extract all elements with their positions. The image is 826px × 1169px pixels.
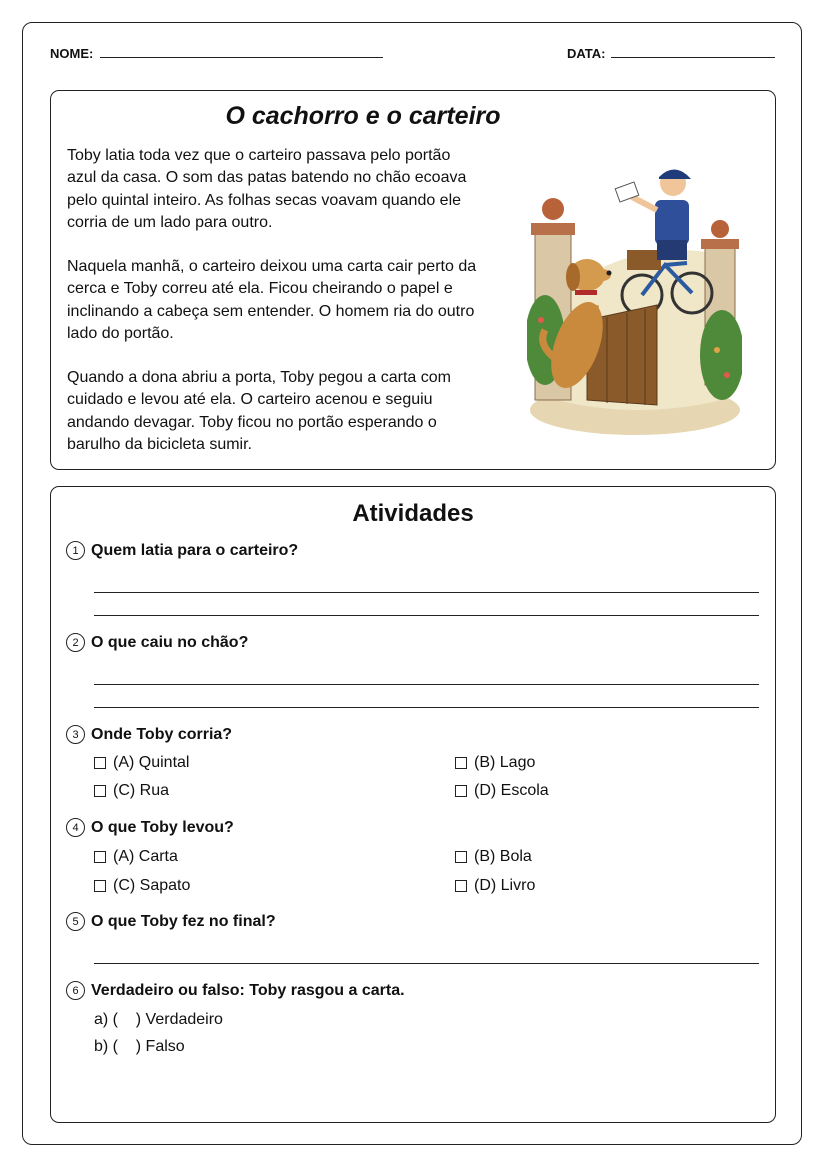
question-3 [66,725,232,744]
story-line: pelo quintal inteiro. As folhas secas voavam quando ele [67,191,462,209]
question-text: O que caiu no chão? [91,633,249,651]
option-label: (C) Sapato [113,877,191,894]
date-label: DATA: [567,46,606,61]
checkbox[interactable] [455,785,467,797]
carrier-arm [632,197,657,210]
flower [538,317,544,323]
story-line: lado do portão. [67,324,174,342]
story-line: Toby latia toda vez que o carteiro passava pelo portão [67,147,451,164]
question-number-badge: 3 [66,725,85,744]
option-label: (B) Bola [474,848,532,865]
name-field[interactable] [100,57,383,58]
carrier-cap [659,169,691,179]
dog-and-mail-carrier-illustration [527,145,742,445]
story-line: cerca e Toby correu até ela. Ficou cheirando o papel e [67,280,453,298]
flower [714,347,720,353]
story-line: cuidado e levou até ela. O carteiro acenou e seguiu [67,391,433,409]
date-field[interactable] [611,57,775,58]
story-paragraph-1 [67,145,507,234]
option-label: (B) Lago [474,754,536,771]
activities-title: Atividades [352,500,474,527]
answer-line[interactable] [94,707,759,708]
story-paragraph-3 [67,367,507,456]
question-6 [66,981,405,1000]
question-number-badge: 2 [66,633,85,652]
carrier-shirt [655,200,689,245]
question-text: Quem latia para o carteiro? [91,541,299,559]
story-title: O cachorro e o carteiro [225,102,501,130]
question-number-badge: 1 [66,541,85,560]
option-c[interactable] [94,877,190,895]
left-pillar-cap [531,223,575,235]
answer-line[interactable] [94,963,759,964]
answer-line[interactable] [94,592,759,593]
option-true[interactable]: a) ( ) Verdadeiro [94,1011,223,1028]
question-number-badge: 6 [66,981,85,1000]
dog-ear [566,263,580,291]
option-a[interactable] [94,754,189,772]
question-text: Verdadeiro ou falso: Toby rasgou a carta. [91,981,405,999]
checkbox[interactable] [94,851,106,863]
checkbox[interactable] [455,880,467,892]
dog-nose [607,271,612,276]
question-2 [66,633,248,652]
checkbox[interactable] [94,785,106,797]
answer-line[interactable] [94,684,759,685]
story-line: inclinando a cabeça sem entender. O homem ria do outro [67,302,475,320]
option-label: (A) Carta [113,848,178,865]
checkbox[interactable] [94,880,106,892]
story-line: barulho da bicicleta sumir. [67,435,252,453]
story-line: corria de um lado para outro. [67,213,273,231]
question-4 [66,818,234,837]
right-bush [700,310,742,400]
answer-line[interactable] [94,615,759,616]
option-d[interactable] [455,877,535,895]
option-label: (A) Quintal [113,754,190,771]
dog-collar [575,290,597,295]
question-number-badge: 4 [66,818,85,837]
question-5 [66,912,276,931]
story-line: Naquela manhã, o carteiro deixou uma carta cair perto da [67,258,477,275]
question-1 [66,541,298,560]
checkbox[interactable] [455,851,467,863]
option-label: (D) Livro [474,877,536,894]
question-text: O que Toby fez no final? [91,912,276,930]
story-line: andando devagar. Toby ficou no portão esperando o [67,413,437,431]
option-false[interactable]: b) ( ) Falso [94,1038,185,1055]
question-number-badge: 5 [66,912,85,931]
option-d[interactable] [455,782,549,800]
checkbox[interactable] [94,757,106,769]
name-label: NOME: [50,46,94,61]
right-pillar-cap [701,239,739,249]
story-line: Quando a dona abriu a porta, Toby pegou a carta com [67,369,451,386]
option-b[interactable] [455,754,535,772]
story-paragraph-2 [67,256,507,345]
left-pillar-ball [542,198,564,220]
option-label: (D) Escola [474,782,549,799]
dog-paw [593,305,595,320]
right-pillar-ball [711,220,729,238]
story-line: azul da casa. O som das patas batendo no chão ecoava [67,169,467,187]
option-b[interactable] [455,848,532,866]
bike-basket [627,250,661,270]
option-a[interactable] [94,848,178,866]
checkbox[interactable] [455,757,467,769]
question-text: O que Toby levou? [91,818,234,836]
carrier-shorts [657,240,687,260]
question-text: Onde Toby corria? [91,725,233,743]
option-c[interactable] [94,782,169,800]
option-label: (C) Rua [113,782,170,799]
flower [724,372,730,378]
